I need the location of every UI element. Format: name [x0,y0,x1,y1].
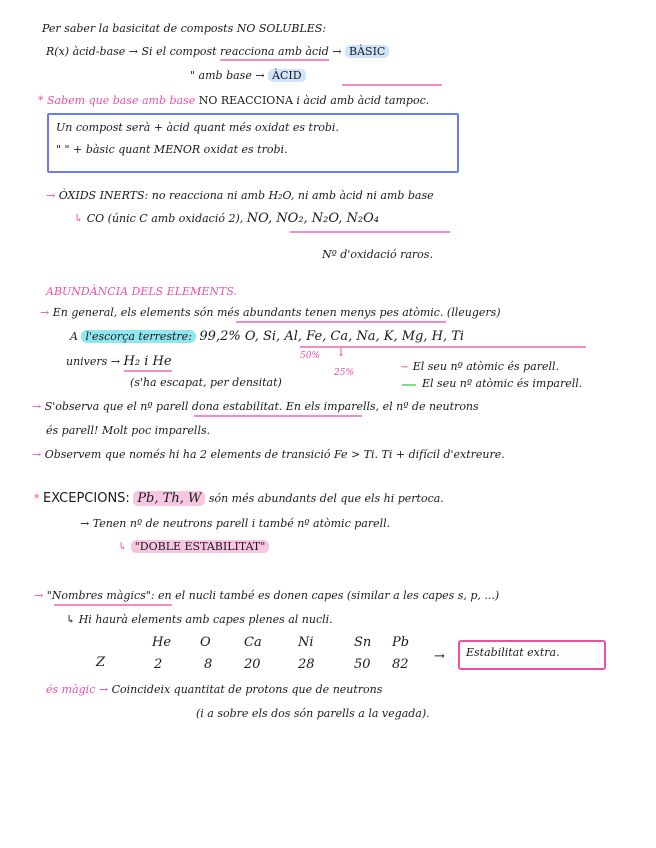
stability-line [32,400,479,414]
stability-text: S'observa que el nº parell dona estabilitat. En els imparells, el nº de neutrons [44,400,479,413]
no-reaction-line [38,94,429,108]
reacts-with-base: " amb base → [190,69,265,82]
underline [54,604,172,606]
magic-num-0: 2 [154,657,163,672]
arrow-icon: → [46,189,56,202]
general-abundance-text: En general, els elements són més abundants tenen menys pes atòmic. (lleugers) [52,306,501,319]
inert-oxides-text: ÒXIDS INERTS: no reacciona ni amb H₂O, ni amb àcid ni amb base [58,189,434,202]
silicon-percent: 25% [334,368,355,378]
magic-num-1: 8 [204,657,213,672]
no-reacciona: NO REACCIONA [198,94,293,107]
universe-elements: H₂ i He [124,354,172,372]
reacts-with-acid: reacciona amb àcid [220,45,329,61]
acid-base-line [46,45,389,59]
no-reaction-tail: i àcid amb àcid tampoc. [296,94,430,107]
magic-num-2: 20 [244,657,261,672]
acid-base-label: R(x) àcid-base → Si el compost [46,45,217,58]
crust-label: l'escorça terrestre: [81,330,195,343]
magic-numbers-text: "Nombres màgics": en el nucli també es donen capes (similar a les capes s, p, ...) [46,589,500,602]
tilde-icon: ~ [400,360,410,373]
magic-el-5: Pb [392,635,410,650]
crust-line [70,330,464,344]
exceptions-line [34,492,444,506]
odd-atomic-text: El seu nº atòmic és imparell. [422,377,583,390]
acid-label: ÀCID [268,69,306,82]
magic-el-1: O [200,635,211,650]
magic-definition: Coincideix quantitat de protons que de neutrons [111,683,383,696]
co-example: CO (únic C amb oxidació 2), [86,212,244,225]
escaped-note: (s'ha escapat, per densitat) [130,376,282,389]
arrow-icon: → [32,448,42,461]
magic-num-5: 82 [392,657,409,672]
general-abundance-line [40,306,501,320]
crust-prefix: A [70,330,78,343]
asterisk-icon: * [34,492,40,505]
double-stability-label: "DOBLE ESTABILITAT" [131,540,270,553]
result-arrow: → [434,649,445,664]
exceptions-text: són més abundants del que els hi pertoca. [208,492,444,505]
magic-num-3: 28 [298,657,315,672]
inert-oxides-line [46,189,434,203]
magic-definition-line [46,683,382,697]
underline [290,231,450,233]
even-atomic-text: El seu nº atòmic és parell. [412,360,560,373]
arrow-icon: → [32,400,42,413]
sub-arrow-icon: ↳ [118,540,128,553]
exception-elements: Pb, Th, W [133,491,205,506]
magic-label: és màgic → [46,683,109,696]
neutron-even-line: → Tenen nº de neutrons parell i també nº atòmic parell. [80,517,391,530]
transition-line [32,448,505,462]
magic-el-0: He [152,635,172,650]
exceptions-title: EXCEPCIONS: [43,491,130,506]
more-basic-rule: " " + bàsic quant MENOR oxidat es trobi. [56,143,288,156]
magic-num-4: 50 [354,657,371,672]
double-stability-line [118,540,269,554]
extra-stability-text: Estabilitat extra. [466,646,560,659]
crust-elements: 99,2% O, Si, Al, Fe, Ca, Na, K, Mg, H, Ti [199,329,465,344]
magic-el-4: Sn [354,635,372,650]
universe-line [66,355,172,369]
basic-label: BÀSIC [345,45,389,58]
underline [194,415,362,417]
z-label: Z [96,655,106,670]
even-atomic-note [400,360,559,374]
inert-oxides-examples [74,212,379,226]
magic-el-3: Ni [298,635,314,650]
asterisk-mark: * Sabem que base amb base [38,94,196,107]
green-mark [402,384,416,386]
neutrons-even-note: és parell! Molt poc imparells. [46,424,211,437]
sub-arrow-icon: ↳ [74,212,84,225]
arrow: → [332,45,342,58]
down-arrow-icon: ↓ [336,345,347,359]
universe-label: univers → [66,355,121,368]
transition-text: Observem que només hi ha 2 elements de transició Fe > Ti. Ti + difícil d'extreure. [44,448,505,461]
magic-numbers-line [34,589,499,603]
filled-shells-line: ↳ Hi haurà elements amb capes plenes al nucli. [66,613,333,626]
oxygen-percent: 50% [300,351,321,361]
magic-el-2: Ca [244,635,262,650]
underline [342,84,442,86]
underline [236,321,446,323]
arrow-icon: → [34,589,44,602]
heading-basicity: Per saber la basicitat de composts NO SOLUBLES: [42,22,327,35]
section-abundance-title: ABUNDÀNCIA DELS ELEMENTS. [46,285,237,298]
more-acid-rule: Un compost serà + àcid quant més oxidat es trobi. [56,121,339,134]
arrow-icon: → [40,306,50,319]
both-even-note: (i a sobre els dos són parells a la vegada). [196,707,430,720]
reacts-with-base-line [190,69,306,83]
nitrogen-oxides: NO, NO₂, N₂O, N₂O₄ [246,211,380,226]
rare-oxidation-note: Nº d'oxidació raros. [322,248,433,261]
